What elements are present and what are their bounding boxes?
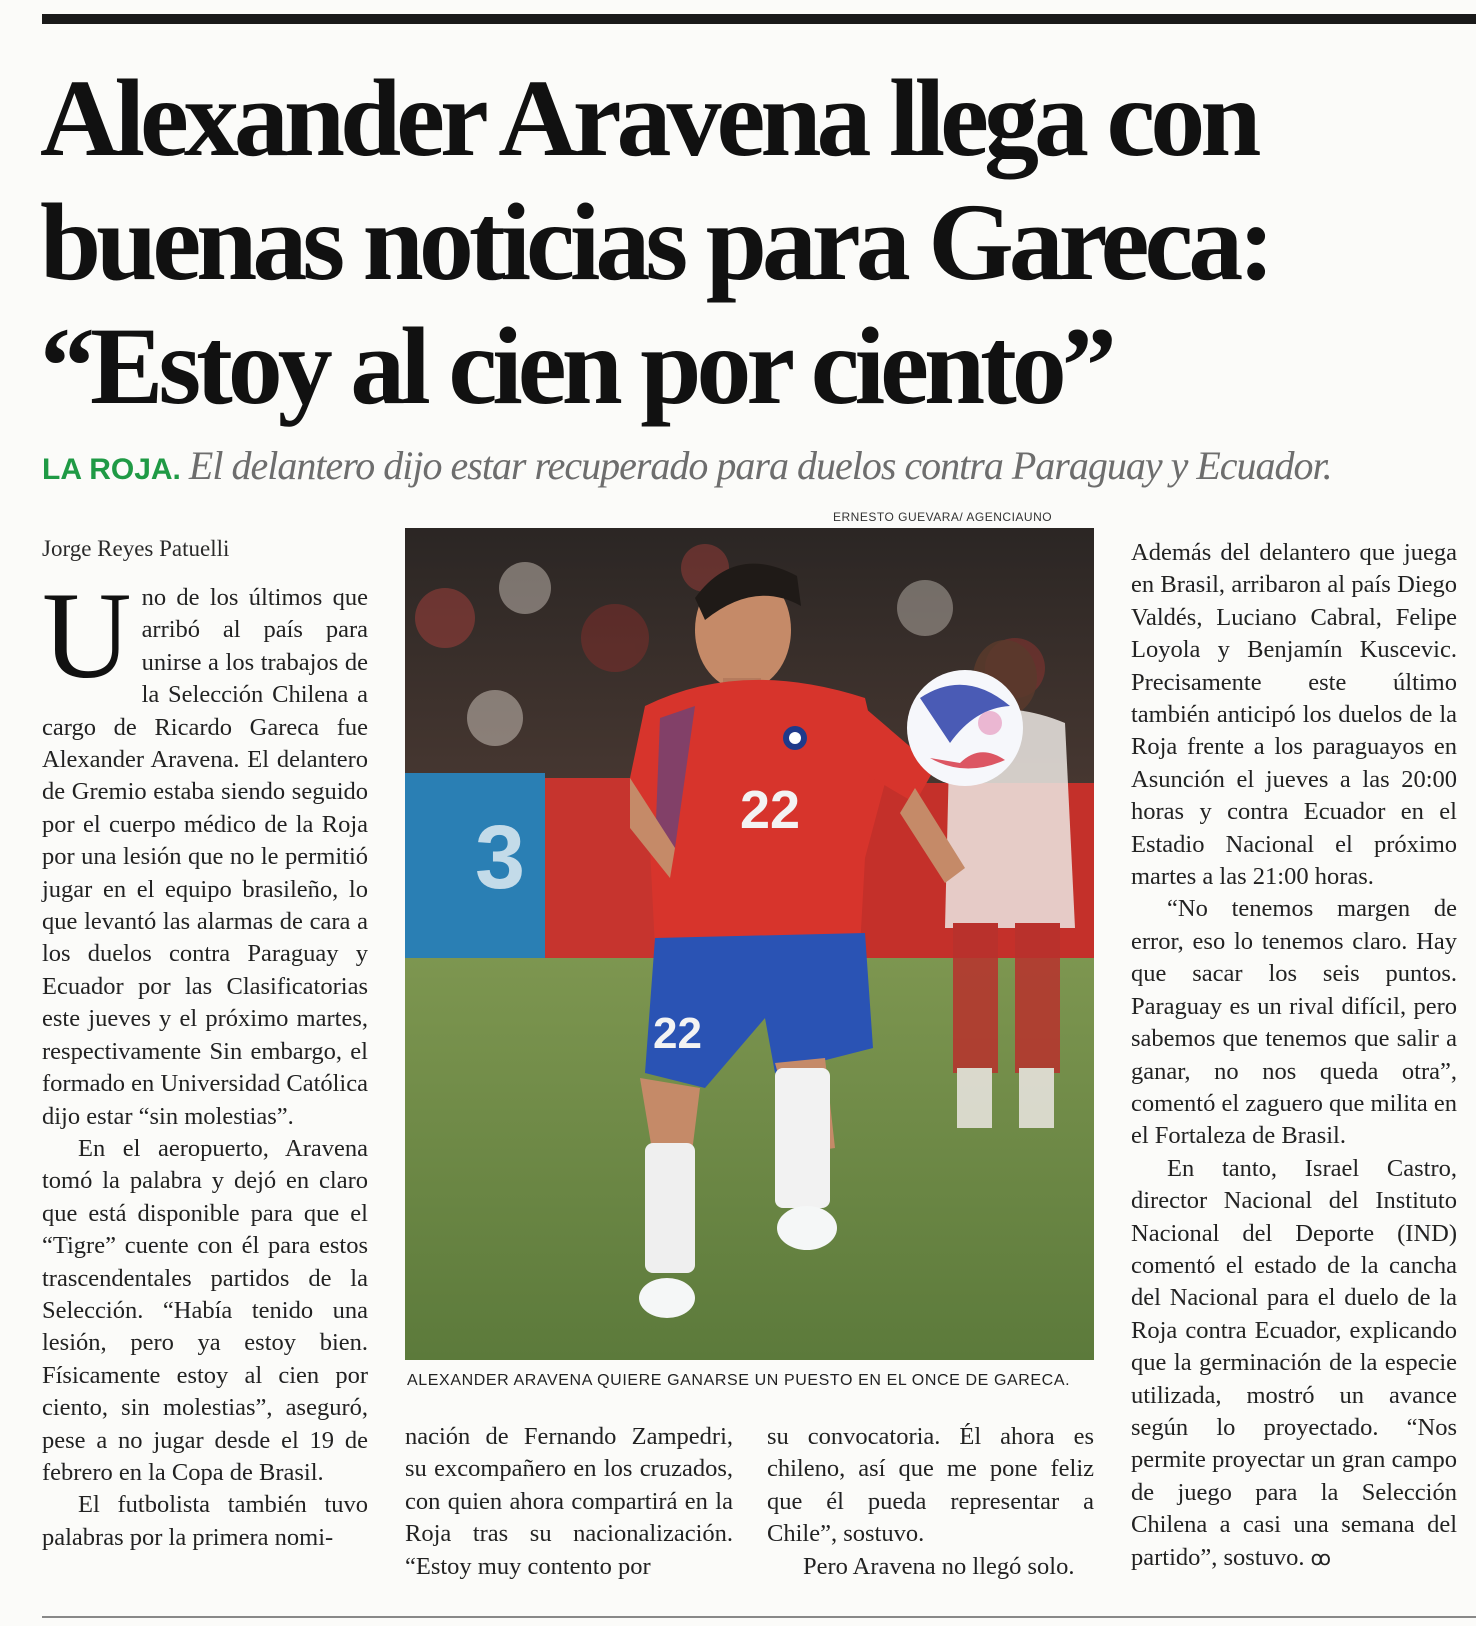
column-3 (767, 1421, 1094, 1583)
byline: Jorge Reyes Patuelli (42, 536, 230, 561)
photo-caption: ALEXANDER ARAVENA QUIERE GANARSE UN PUESTO EN EL ONCE DE GARECA. (407, 1372, 1071, 1389)
headline-line-3: “Estoy al cien por ciento” (40, 305, 1112, 427)
photo-credit: ERNESTO GUEVARA/ AGENCIAUNO (833, 510, 1053, 524)
svg-text:3: 3 (475, 808, 526, 908)
deck (42, 442, 1462, 489)
column-2 (405, 1421, 733, 1583)
col3-paragraph-1: su convocatoria. Él ahora es chileno, así que me pone feliz que él pueda representar a Chile”, sostuvo. (767, 1423, 1094, 1548)
svg-text:22: 22 (653, 1009, 702, 1058)
bottom-rule (42, 1616, 1476, 1618)
column-1 (42, 567, 368, 1554)
player-photo (405, 528, 1094, 1360)
deck-text: El delantero dijo estar recuperado para duelos contra Paraguay y Ecuador. (188, 443, 1332, 488)
col4-paragraph-1: Además del delantero que juega en Brasil, arribaron al país Diego Valdés, Luciano Cabral, Felipe Loyola y Benjamín Kuscevic. Precisamente este último también anticipó los duelos de la Roja frente a los paraguayos en Asunción el jueves a las 20:00 horas y contra Ecuador en el Estadio Nacional el próximo martes a las 21:00 horas. (1131, 539, 1457, 891)
col4-paragraph-3-text: En tanto, Israel Castro, director Nacional del Instituto Nacional del Deporte (IND) comentó el estado de la cancha del Nacional para el duelo de la Roja contra Ecuador, explicando que la germinación de la especie utilizada, mostró un avance según lo proyectado. “Nos permite proyectar un gran campo de juego para la Selección Chilena a casi una semana del partido”, sostuvo. (1131, 1154, 1457, 1571)
kicker: LA ROJA. (42, 453, 181, 486)
col3-paragraph-2: Pero Aravena no llegó solo. (803, 1552, 1075, 1580)
end-mark-icon: ꝏ (1310, 1547, 1332, 1570)
col2-paragraph: nación de Fernando Zampedri, su excompañero en los cruzados, con quien ahora compartirá en la Roja tras su nacionalización. “Estoy muy contento por (405, 1423, 733, 1580)
photo-jersey-number: 22 (740, 780, 801, 840)
col4-paragraph-3 (1131, 1153, 1457, 1575)
dropcap: U (42, 567, 132, 704)
headline-line-1: Alexander Aravena llega con (40, 57, 1257, 179)
player-photo-illustration (405, 528, 1094, 1360)
headline-line-2: buenas noticias para Gareca: (40, 181, 1270, 303)
headline (40, 56, 1460, 428)
col1-paragraph-1: no de los últimos que arribó al país para unirse a los trabajos de la Selección Chilena a cargo de Ricardo Gareca fue Alexander Aravena. El delantero de Gremio estaba siendo seguido por el cuerpo médico de la Roja por una lesión que no le permitió jugar en el equipo brasileño, lo que levantó las alarmas de cara a los duelos contra Paraguay y Ecuador por las Clasificatorias este jueves y el próximo martes, respectivamente Sin embargo, el formado en Universidad Católica dijo estar “sin molestias”. (42, 584, 368, 1130)
col1-paragraph-3: El futbolista también tuvo palabras por la primera nomi- (42, 1491, 368, 1551)
top-rule (42, 14, 1476, 24)
column-4 (1131, 537, 1457, 1575)
col4-paragraph-2: “No tenemos margen de error, eso lo tenemos claro. Hay que sacar los seis puntos. Paraguay es un rival difícil, pero sabemos que tenemos que salir a ganar, no nos queda otra”, comentó el zaguero que milita en el Fortaleza de Brasil. (1131, 895, 1457, 1150)
col1-paragraph-2: En el aeropuerto, Aravena tomó la palabra y dejó en claro que está disponible para que el “Tigre” cuente con él para estos trascendentales partidos de la Selección. “Había tenido una lesión, pero ya estoy bien. Físicamente estoy al cien por ciento, sin molestias”, aseguró, pese a no jugar desde el 19 de febrero en la Copa de Brasil. (42, 1134, 368, 1486)
